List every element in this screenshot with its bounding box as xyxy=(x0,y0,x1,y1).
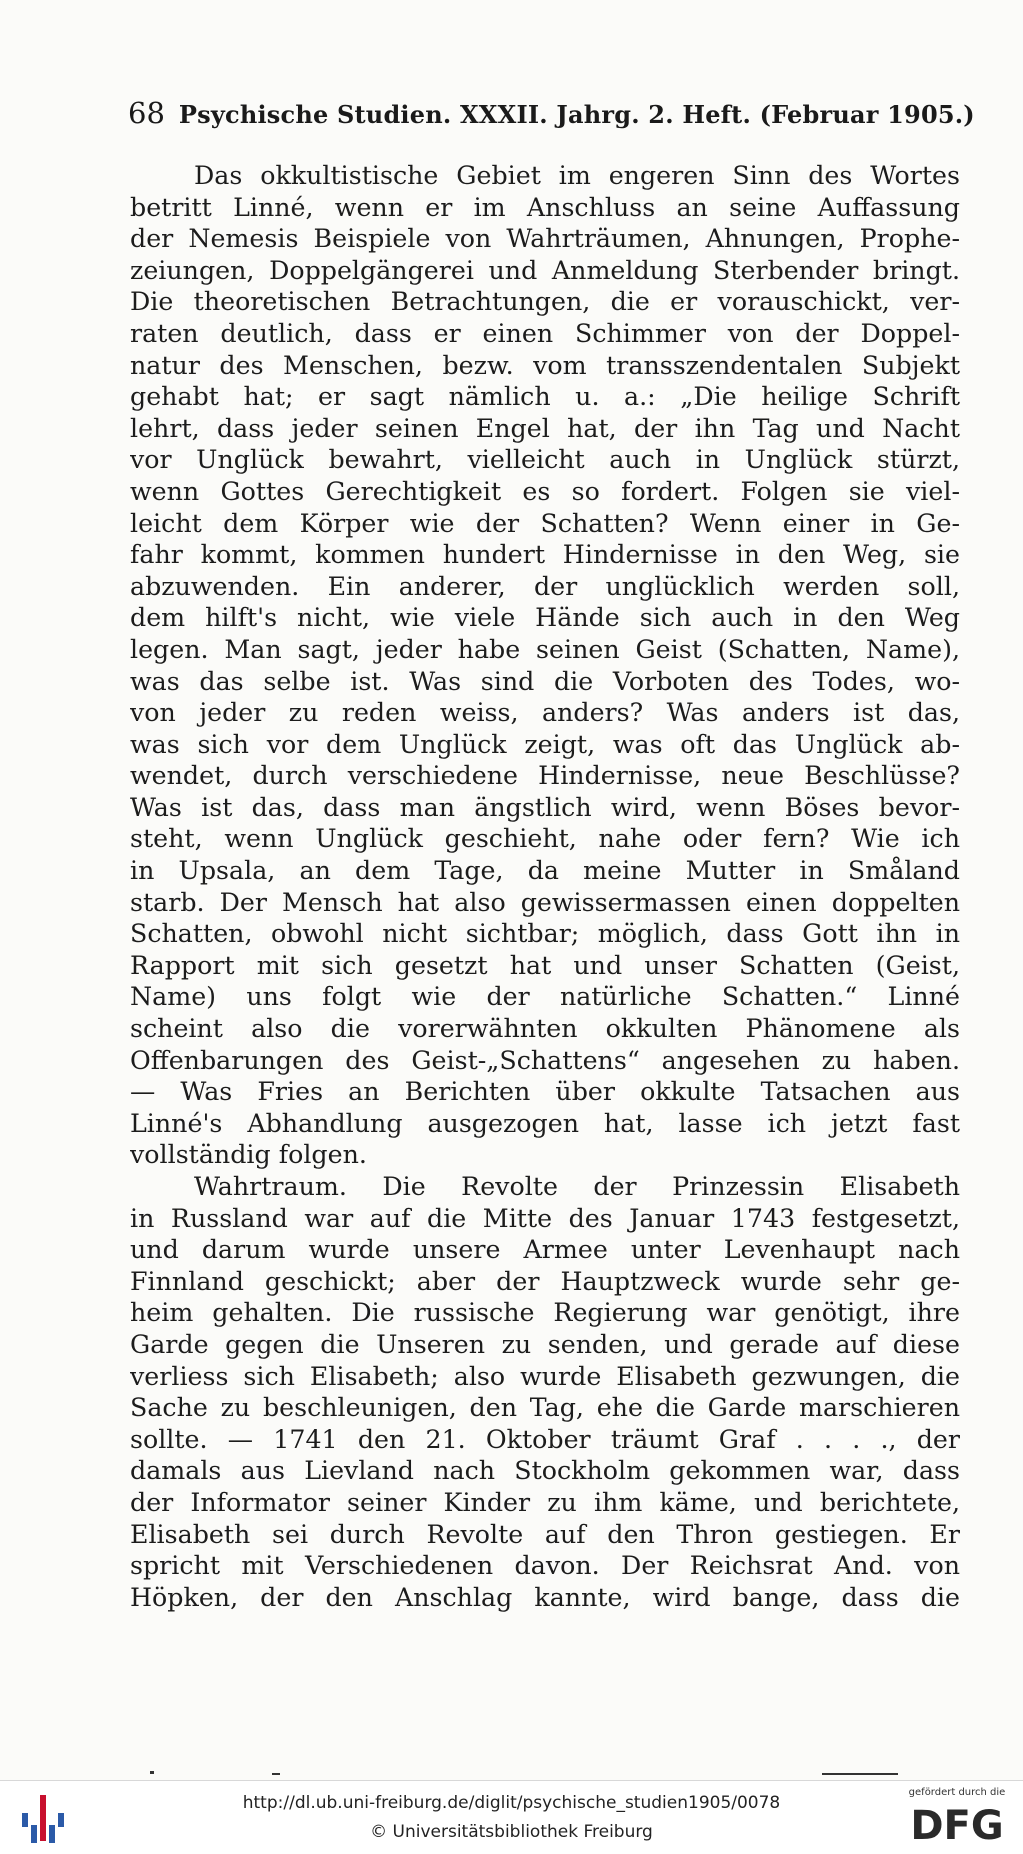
text-line: abzuwenden. Ein anderer, der unglücklich werden soll, xyxy=(130,571,960,601)
text-line: leicht dem Körper wie der Schatten? Wenn einer in Ge- xyxy=(130,508,960,538)
text-line: gehabt hat; er sagt nämlich u. a.: „Die heilige Schrift xyxy=(130,382,960,412)
text-line: Wahrtraum. Die Revolte der Prinzessin Elisabeth xyxy=(194,1172,960,1201)
text-line: Offenbarungen des Geist-„Schattens“ angesehen zu haben. xyxy=(130,1045,960,1075)
text-line: Elisabeth sei durch Revolte auf den Thron gestiegen. Er xyxy=(130,1519,960,1549)
text-line: was sich vor dem Unglück zeigt, was oft das Unglück ab- xyxy=(130,729,960,759)
dfg-funding-badge[interactable] xyxy=(900,1787,1014,1849)
text-line: der Informator seiner Kinder zu ihm käme, und berichtete, xyxy=(130,1487,960,1517)
dfg-logo-text: DFG xyxy=(910,1803,1004,1847)
text-line: Name) uns folgt wie der natürliche Schatten.“ Linné xyxy=(130,982,960,1012)
text-line: wendet, durch verschiedene Hindernisse, neue Beschlüsse? xyxy=(130,761,960,791)
text-line: Rapport mit sich gesetzt hat und unser Schatten (Geist, xyxy=(130,950,960,980)
text-line: wenn Gottes Gerechtigkeit es so fordert. Folgen sie viel- xyxy=(130,476,960,506)
text-line: dem hilft's nicht, wie viele Hände sich auch in den Weg xyxy=(130,603,960,633)
text-line: vollständig folgen. xyxy=(130,1140,367,1170)
text-line: starb. Der Mensch hat also gewissermassen einen doppelten xyxy=(130,887,960,917)
text-line: heim gehalten. Die russische Regierung war genötigt, ihre xyxy=(130,1298,960,1328)
text-line: in Russland war auf die Mitte des Januar 1743 festgesetzt, xyxy=(130,1203,960,1233)
text-line: legen. Man sagt, jeder habe seinen Geist (Schatten, Name), xyxy=(130,634,960,664)
page-number: 68 xyxy=(128,96,165,130)
text-line: der Nemesis Beispiele von Wahrträumen, Ahnungen, Prophe- xyxy=(130,224,960,254)
text-line: scheint also die vorerwähnten okkulten Phänomene als xyxy=(130,1014,960,1044)
permalink-url[interactable]: http://dl.ub.uni-freiburg.de/diglit/psychische_studien1905/0078 xyxy=(242,1793,781,1813)
text-line: verliess sich Elisabeth; also wurde Elisabeth gezwungen, die xyxy=(130,1361,960,1391)
text-line: raten deutlich, dass er einen Schimmer von der Doppel- xyxy=(130,318,960,348)
scan-speck xyxy=(150,1771,154,1774)
text-line: was das selbe ist. Was sind die Vorboten des Todes, wo- xyxy=(130,666,960,696)
running-title: Psychische Studien. XXXII. Jahrg. 2. Heft. (Februar 1905.) xyxy=(178,100,975,129)
text-line: vor Unglück bewahrt, vielleicht auch in Unglück stürzt, xyxy=(130,445,960,475)
text-line: Garde gegen die Unseren zu senden, und gerade auf diese xyxy=(130,1329,960,1359)
page-header xyxy=(128,96,975,130)
text-line: damals aus Lievland nach Stockholm gekommen war, dass xyxy=(130,1456,960,1486)
text-line: Die theoretischen Betrachtungen, die er vorauschickt, ver- xyxy=(130,287,960,317)
scan-speck xyxy=(822,1773,898,1775)
text-line: fahr kommt, kommen hundert Hindernisse in den Weg, sie xyxy=(130,540,960,570)
text-line: Das okkultistische Gebiet im engeren Sinn des Wortes xyxy=(194,161,960,190)
text-line: Sache zu beschleunigen, den Tag, ehe die Garde marschieren xyxy=(130,1393,960,1423)
text-line: in Upsala, an dem Tage, da meine Mutter in Småland xyxy=(130,856,960,886)
text-line: von jeder zu reden weiss, anders? Was anders ist das, xyxy=(130,698,960,728)
dfg-logo-icon xyxy=(904,1801,1010,1847)
text-line: lehrt, dass jeder seinen Engel hat, der ihn Tag und Nacht xyxy=(130,413,960,443)
text-line: Was ist das, dass man ängstlich wird, wenn Böses bevor- xyxy=(130,792,960,822)
dfg-caption: gefördert durch die xyxy=(908,1787,1006,1798)
body-text xyxy=(130,160,960,1613)
text-line: zeiungen, Doppelgängerei und Anmeldung Sterbender bringt. xyxy=(130,255,960,285)
viewer-footer xyxy=(0,1780,1023,1854)
scan-speck xyxy=(272,1773,280,1775)
text-line: Linné's Abhandlung ausgezogen hat, lasse ich jetzt fast xyxy=(130,1108,960,1138)
copyright-notice: © Universitätsbibliothek Freiburg xyxy=(370,1822,653,1842)
text-line: steht, wenn Unglück geschieht, nahe oder fern? Wie ich xyxy=(130,824,960,854)
text-line: Finnland geschickt; aber der Hauptzweck wurde sehr ge- xyxy=(130,1266,960,1296)
text-line: und darum wurde unsere Armee unter Levenhaupt nach xyxy=(130,1235,960,1265)
text-line: spricht mit Verschiedenen davon. Der Reichsrat And. von xyxy=(130,1551,960,1581)
text-line: Höpken, der den Anschlag kannte, wird bange, dass die xyxy=(130,1582,960,1612)
text-line: sollte. — 1741 den 21. Oktober träumt Graf . . . ., der xyxy=(130,1424,960,1454)
text-line: — Was Fries an Berichten über okkulte Tatsachen aus xyxy=(130,1077,960,1107)
text-line: betritt Linné, wenn er im Anschluss an seine Auffassung xyxy=(130,192,960,222)
text-line: Schatten, obwohl nicht sichtbar; möglich, dass Gott ihn in xyxy=(130,919,960,949)
text-line: natur des Menschen, bezw. vom transszendentalen Subjekt xyxy=(130,350,960,380)
